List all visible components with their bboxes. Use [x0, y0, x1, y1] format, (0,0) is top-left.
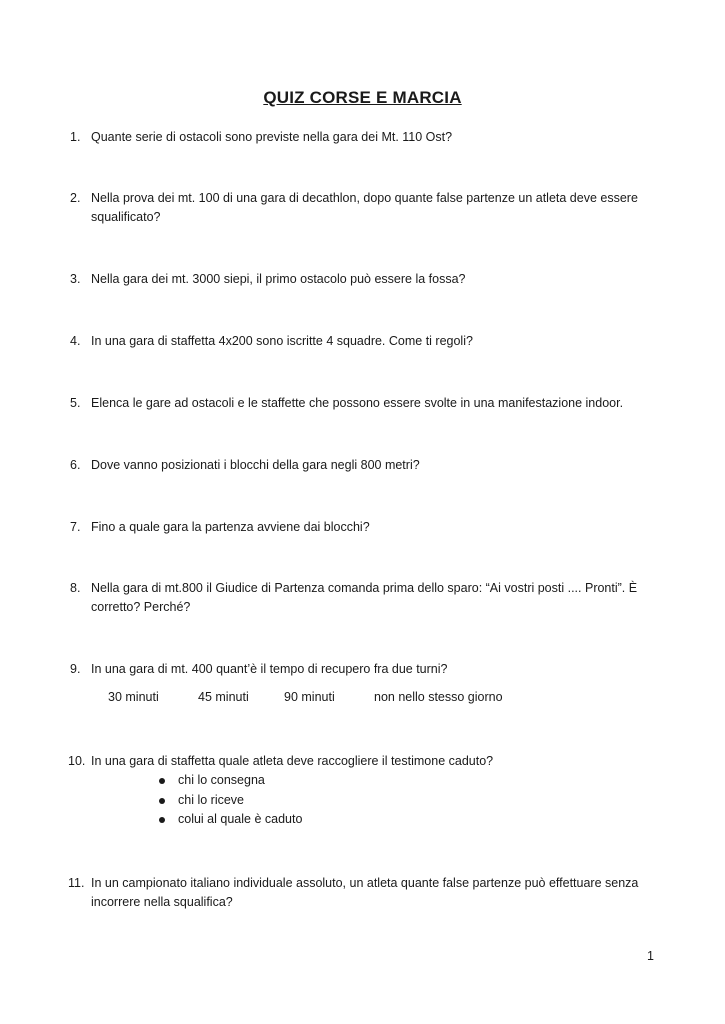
question-2 — [70, 189, 650, 227]
question-number: 3. — [70, 272, 81, 286]
question-text: Quante serie di ostacoli sono previste nella gara dei Mt. 110 Ost? — [91, 130, 453, 144]
question-9 — [70, 660, 650, 679]
option-item — [157, 791, 302, 811]
question-8 — [70, 579, 650, 617]
question-number: 8. — [70, 581, 81, 595]
question-number: 6. — [70, 458, 81, 472]
question-text: In un campionato italiano individuale assoluto, un atleta quante false partenze può effettuare senza incorrere nella squalifica? — [91, 876, 639, 909]
option-30-minuti: 30 minuti — [108, 690, 159, 704]
option-item — [157, 771, 302, 791]
option-45-minuti: 45 minuti — [198, 690, 249, 704]
question-text: In una gara di staffetta 4x200 sono iscritte 4 squadre. Come ti regoli? — [91, 334, 473, 348]
bullet-icon — [159, 817, 165, 823]
question-text: In una gara di mt. 400 quant’è il tempo di recupero fra due turni? — [91, 662, 448, 676]
page-number: 1 — [647, 949, 654, 963]
question-text: Dove vanno posizionati i blocchi della gara negli 800 metri? — [91, 458, 420, 472]
question-number: 7. — [70, 520, 81, 534]
question-1 — [70, 128, 650, 147]
question-number: 9. — [70, 662, 81, 676]
question-number: 10. — [68, 754, 86, 768]
option-90-minuti: 90 minuti — [284, 690, 335, 704]
option-text: chi lo consegna — [178, 773, 265, 787]
bullet-icon — [159, 778, 165, 784]
question-9-options — [0, 690, 725, 710]
question-4 — [70, 332, 650, 351]
question-text: Nella gara di mt.800 il Giudice di Partenza comanda prima dello sparo: “Ai vostri posti .... Pronti”. È corretto? Perché? — [91, 581, 638, 614]
question-6 — [70, 456, 650, 475]
question-11 — [70, 874, 650, 912]
question-text: In una gara di staffetta quale atleta deve raccogliere il testimone caduto? — [91, 754, 494, 768]
question-10 — [70, 752, 650, 771]
question-number: 4. — [70, 334, 81, 348]
question-text: Elenca le gare ad ostacoli e le staffette che possono essere svolte in una manifestazione indoor. — [91, 396, 624, 410]
question-number: 11. — [68, 876, 85, 890]
question-number: 5. — [70, 396, 81, 410]
option-item — [157, 810, 302, 830]
question-number: 2. — [70, 191, 81, 205]
option-text: chi lo riceve — [178, 792, 244, 807]
question-3 — [70, 270, 650, 289]
bullet-icon — [159, 798, 165, 804]
option-non-nello-stesso-giorno: non nello stesso giorno — [374, 690, 503, 704]
question-number: 1. — [70, 130, 81, 144]
question-10-options — [157, 771, 302, 830]
option-text: colui al quale è caduto — [178, 812, 303, 826]
question-5 — [70, 394, 650, 413]
question-7 — [70, 518, 650, 537]
question-text: Nella prova dei mt. 100 di una gara di decathlon, dopo quante false partenze un atleta deve essere squalificato? — [91, 191, 638, 224]
document-title: QUIZ CORSE E MARCIA — [263, 88, 462, 107]
question-text: Nella gara dei mt. 3000 siepi, il primo ostacolo può essere la fossa? — [91, 272, 466, 286]
question-text: Fino a quale gara la partenza avviene dai blocchi? — [91, 520, 370, 534]
